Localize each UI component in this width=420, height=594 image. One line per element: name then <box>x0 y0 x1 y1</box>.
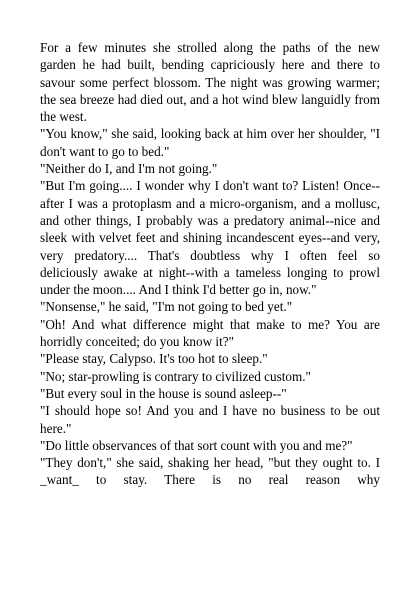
paragraph-4: "But I'm going.... I wonder why I don't want to? Listen! Once--after I was a protoplasm and a micro-organism, and a mollusc, and other things, I probably was a predatory animal--nice and sleek with velvet feet and shining incandescent eyes--and very, very predatory.... That's doubtless why I often feel so deliciously awake at night--with a tameless longing to prowl under the moon.... And I think I'd better go in, now." <box>40 178 380 298</box>
paragraph-11: "Do little observances of that sort count with you and me?" <box>40 437 353 453</box>
paragraph-12: "They don't," she said, shaking her head, "but they ought to. I _want_ to stay. There is no real reason why <box>40 455 380 488</box>
paragraph-1: For a few minutes she strolled along the paths of the new garden he had built, bending capriciously here and there to savour some perfect blossom. The night was growing warmer; the sea breeze had died out, and a hot wind blew languidly from the west. <box>40 40 380 125</box>
paragraph-9: "But every soul in the house is sound asleep--" <box>40 385 287 401</box>
paragraph-2: "You know," she said, looking back at him over her shoulder, "I don't want to go to bed." <box>40 126 380 159</box>
paragraph-6: "Oh! And what difference might that make to me? You are horridly conceited; do you know it?" <box>40 316 380 350</box>
paragraph-5: "Nonsense," he said, "I'm not going to bed yet." <box>40 299 293 315</box>
paragraph-7: "Please stay, Calypso. It's too hot to sleep." <box>40 351 268 367</box>
paragraph-3: "Neither do I, and I'm not going." <box>40 161 218 177</box>
page-text <box>40 39 380 489</box>
paragraph-8: "No; star-prowling is contrary to civilized custom." <box>40 368 311 384</box>
paragraph-10: "I should hope so! And you and I have no business to be out here." <box>40 403 380 436</box>
